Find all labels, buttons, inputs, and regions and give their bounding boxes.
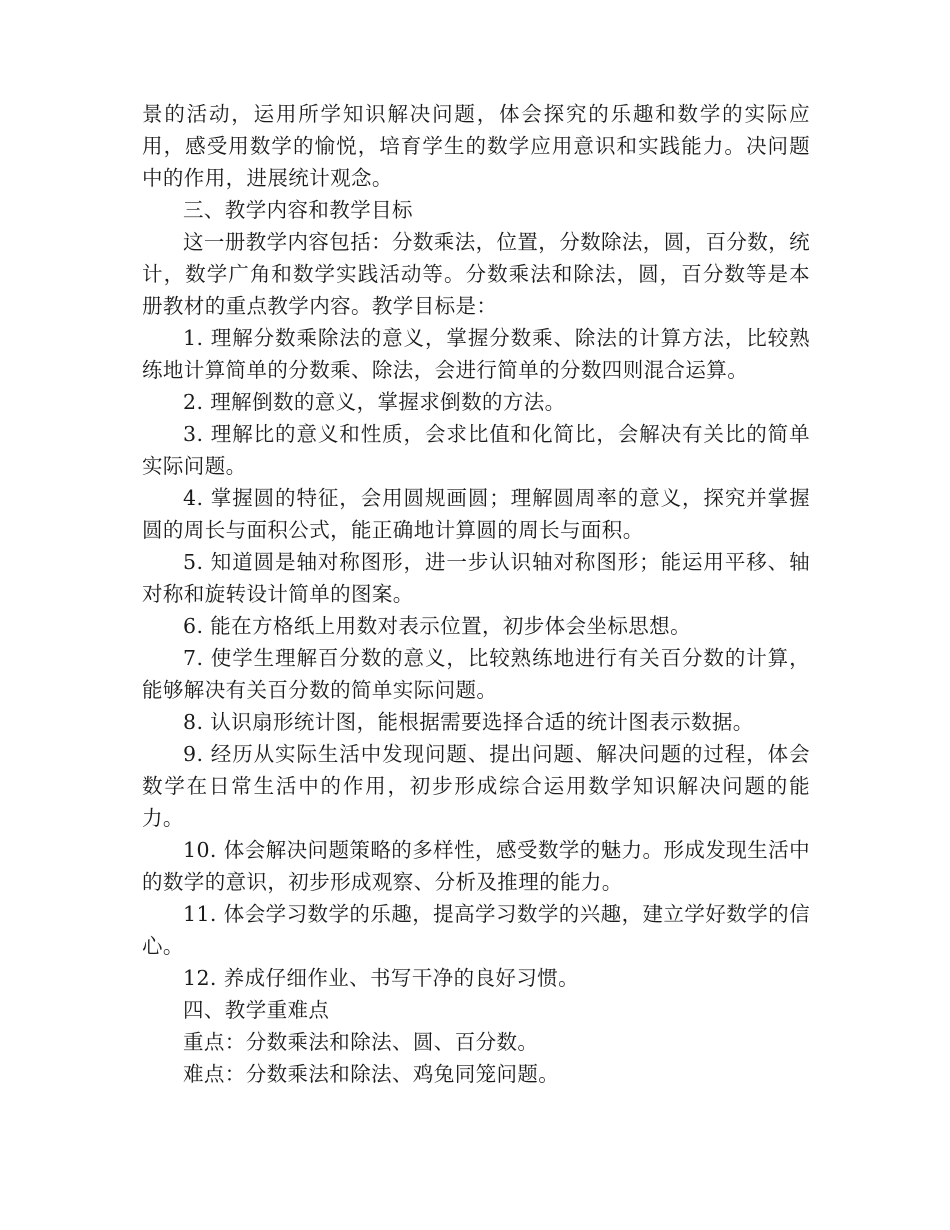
goal-item-2: 2. 理解倒数的意义，掌握求倒数的方法。 [183, 390, 566, 414]
goal-item-7: 7. 使学生理解百分数的意义，比较熟练地进行有关百分数的计算，能够解决有关百分数的简单实际问题。 [142, 646, 810, 702]
goal-item-5: 5. 知道圆是轴对称图形，进一步认识轴对称图形；能运用平移、轴对称和旋转设计简单的图案。 [142, 550, 810, 606]
paragraph-continuation: 景的活动，运用所学知识解决问题，体会探究的乐趣和数学的实际应用，感受用数学的愉悦，培育学生的数学应用意识和实践能力。决问题中的作用，进展统计观念。 [142, 102, 810, 190]
goal-item-11: 11. 体会学习数学的乐趣，提高学习数学的兴趣，建立学好数学的信心。 [142, 902, 810, 958]
section-heading-3: 三、教学内容和教学目标 [183, 198, 413, 222]
goal-item-6: 6. 能在方格纸上用数对表示位置，初步体会坐标思想。 [183, 614, 691, 638]
goal-item-12: 12. 养成仔细作业、书写干净的良好习惯。 [183, 966, 580, 990]
paragraph-content-intro: 这一册教学内容包括：分数乘法，位置，分数除法，圆，百分数，统计，数学广角和数学实践活动等。分数乘法和除法，圆，百分数等是本册教材的重点教学内容。教学目标是： [142, 230, 810, 318]
goal-item-8: 8. 认识扇形统计图，能根据需要选择合适的统计图表示数据。 [183, 710, 754, 734]
goal-item-1: 1. 理解分数乘除法的意义，掌握分数乘、除法的计算方法，比较熟练地计算简单的分数乘、除法，会进行简单的分数四则混合运算。 [142, 326, 810, 382]
difficult-points: 难点：分数乘法和除法、鸡兔同笼问题。 [183, 1062, 560, 1086]
section-heading-4: 四、教学重难点 [183, 998, 330, 1022]
goal-item-3: 3. 理解比的意义和性质，会求比值和化简比，会解决有关比的简单实际问题。 [142, 422, 810, 478]
goal-item-4: 4. 掌握圆的特征，会用圆规画圆；理解圆周率的意义，探究并掌握圆的周长与面积公式，能正确地计算圆的周长与面积。 [142, 486, 810, 542]
goal-item-9: 9. 经历从实际生活中发现问题、提出问题、解决问题的过程，体会数学在日常生活中的作用，初步形成综合运用数学知识解决问题的能力。 [142, 742, 810, 830]
key-points: 重点：分数乘法和除法、圆、百分数。 [183, 1030, 539, 1054]
document-body [142, 98, 810, 1090]
goal-item-10: 10. 体会解决问题策略的多样性，感受数学的魅力。形成发现生活中的数学的意识，初步形成观察、分析及推理的能力。 [142, 838, 810, 894]
